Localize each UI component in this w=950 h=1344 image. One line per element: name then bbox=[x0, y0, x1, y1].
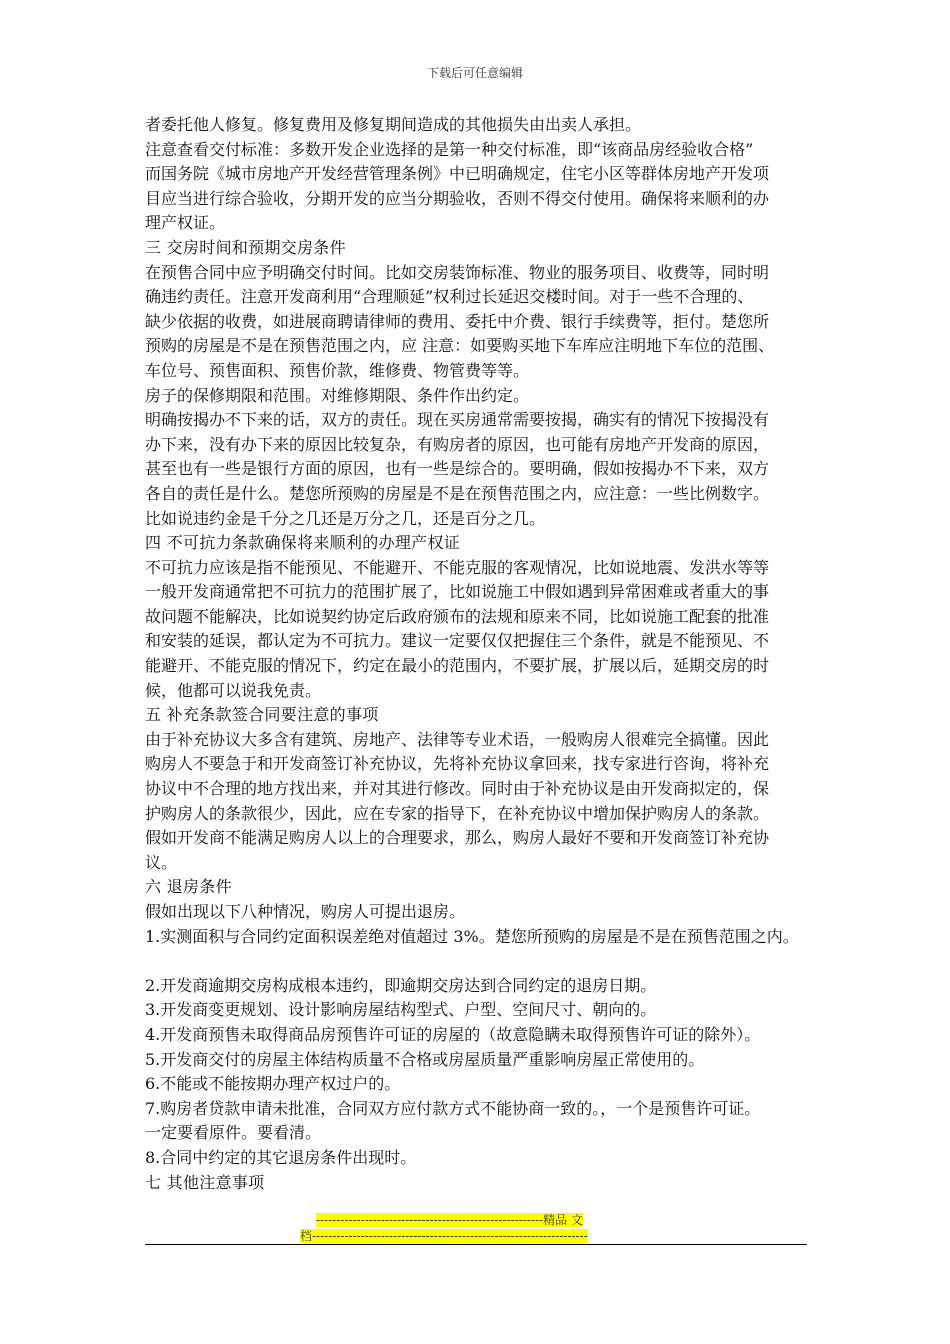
text-line: 4.开发商预售未取得商品房预售许可证的房屋的（故意隐瞒未取得预售许可证的除外）。 bbox=[145, 1024, 761, 1044]
text-line: 各自的责任是什么。楚您所预购的房屋是不是在预售范围之内，应注意：一些比例数字。 bbox=[145, 483, 770, 503]
text-line: 者委托他人修复。修复费用及修复期间造成的其他损失由出卖人承担。 bbox=[145, 115, 642, 134]
section-heading: 三 交房时间和预期交房条件 bbox=[145, 237, 346, 257]
text-line: 假如出现以下八种情况，购房人可提出退房。 bbox=[145, 902, 466, 921]
text-line: 3.开发商变更规划、设计影响房屋结构型式、户型、空间尺寸、朝向的。 bbox=[145, 1000, 657, 1020]
text-line: 6.不能或不能按期办理产权过户的。 bbox=[145, 1074, 401, 1094]
text-line: 理产权证。 bbox=[145, 213, 226, 233]
text-line: 确违约责任。注意开发商利用“合理顺延”权利过长延迟交楼时间。对于一些不合理的、 bbox=[145, 287, 754, 307]
text-line: 议。 bbox=[145, 852, 178, 872]
section-heading: 四 不可抗力条款确保将来顺利的办理产权证 bbox=[145, 533, 461, 553]
text-line: 办下来，没有办下来的原因比较复杂，有购房者的原因，也可能有房地产开发商的原因， bbox=[145, 434, 770, 454]
text-line: 一般开发商通常把不可抗力的范围扩展了，比如说施工中假如遇到异常困难或者重大的事 bbox=[145, 582, 770, 602]
text-line: 而国务院《城市房地产开发经营管理条例》中已明确规定，住宅小区等群体房地产开发项 bbox=[145, 164, 770, 184]
text-line: 2.开发商逾期交房构成根本违约，即逾期交房达到合同约定的退房日期。 bbox=[145, 975, 657, 995]
section-heading: 七 其他注意事项 bbox=[145, 1172, 265, 1192]
text-line: 由于补充协议大多含有建筑、房地产、法律等专业术语，一般购房人很难完全搞懂。因此 bbox=[145, 729, 770, 749]
text-line: 一定要看原件。要看清。 bbox=[145, 1123, 322, 1143]
text-line: 明确按揭办不下来的话，双方的责任。现在买房通常需要按揭，确实有的情况下按揭没有 bbox=[145, 410, 770, 430]
text-line: 和安装的延误，都认定为不可抗力。建议一定要仅仅把握住三个条件，就是不能预见、不 bbox=[145, 631, 770, 651]
text-line: 候，他都可以说我免责。 bbox=[145, 680, 322, 700]
text-line: 协议中不合理的地方找出来，并对其进行修改。同时由于补充协议是由开发商拟定的，保 bbox=[145, 779, 770, 799]
text-line: 故问题不能解决，比如说契约协定后政府颁布的法规和原来不同，比如说施工配套的批准 bbox=[145, 606, 770, 626]
text-line: 比如说违约金是千分之几还是万分之几，还是百分之几。 bbox=[145, 508, 546, 528]
text-line: 在预售合同中应予明确交付时间。比如交房装饰标准、物业的服务项目、收费等，同时明 bbox=[145, 262, 770, 282]
text-line: 5.开发商交付的房屋主体结构质量不合格或房屋质量严重影响房屋正常使用的。 bbox=[145, 1049, 705, 1069]
footer-rule bbox=[145, 1244, 807, 1245]
blank-line bbox=[145, 949, 825, 974]
text-line: 7.购房者贷款申请未批准，合同双方应付款方式不能协商一致的。，一个是预售许可证。 bbox=[145, 1098, 761, 1118]
text-line: 缺少依据的收费，如进展商聘请律师的费用、委托中介费、银行手续费等，拒付。楚您所 bbox=[145, 311, 770, 331]
text-line: 预购的房屋是不是在预售范围之内，应 注意：如要购买地下车库应注明地下车位的范围、 bbox=[145, 336, 775, 356]
text-line: 8.合同中约定的其它退房条件出现时。 bbox=[145, 1147, 417, 1167]
text-line: 车位号、预售面积、预售价款，维修费、物管费等等。 bbox=[145, 360, 530, 380]
text-line: 假如开发商不能满足购房人以上的合理要求，那么，购房人最好不要和开发商签订补充协 bbox=[145, 828, 770, 848]
footer-line-2: 档-------------------------------------------------------------------- bbox=[300, 1229, 588, 1243]
text-line: 目应当进行综合验收，分期开发的应当分期验收，否则不得交付使用。确保将来顺利的办 bbox=[145, 188, 770, 208]
text-line: 购房人不要急于和开发商签订补充协议，先将补充协议拿回来，找专家进行咨询，将补充 bbox=[145, 754, 770, 774]
text-line: 注意查看交付标准：多数开发企业选择的是第一种交付标准，即“该商品房经验收合格” bbox=[145, 139, 754, 159]
document-body bbox=[145, 113, 825, 1195]
section-heading: 五 补充条款签合同要注意的事项 bbox=[145, 705, 379, 725]
text-line: 护购房人的条款很少，因此，应在专家的指导下，在补充协议中增加保护购房人的条款。 bbox=[145, 803, 770, 823]
page-header: 下载后可任意编辑 bbox=[426, 66, 523, 80]
footer-line-1: --------------------------------------------------------精品 文 bbox=[316, 1213, 583, 1227]
footer-watermark bbox=[300, 1212, 650, 1244]
text-line: 不可抗力应该是指不能预见、不能避开、不能克服的客观情况，比如说地震、发洪水等等 bbox=[145, 557, 770, 577]
text-line: 能避开、不能克服的情况下，约定在最小的范围内，不要扩展，扩展以后，延期交房的时 bbox=[145, 656, 770, 676]
text-line: 房子的保修期限和范围。对维修期限、条件作出约定。 bbox=[145, 385, 530, 405]
text-line: 1.实测面积与合同约定面积误差绝对值超过 3%。楚您所预购的房屋是不是在预售范围之内。 bbox=[145, 926, 799, 946]
text-line: 甚至也有一些是银行方面的原因，也有一些是综合的。要明确，假如按揭办不下来，双方 bbox=[145, 459, 770, 479]
section-heading: 六 退房条件 bbox=[145, 877, 232, 897]
